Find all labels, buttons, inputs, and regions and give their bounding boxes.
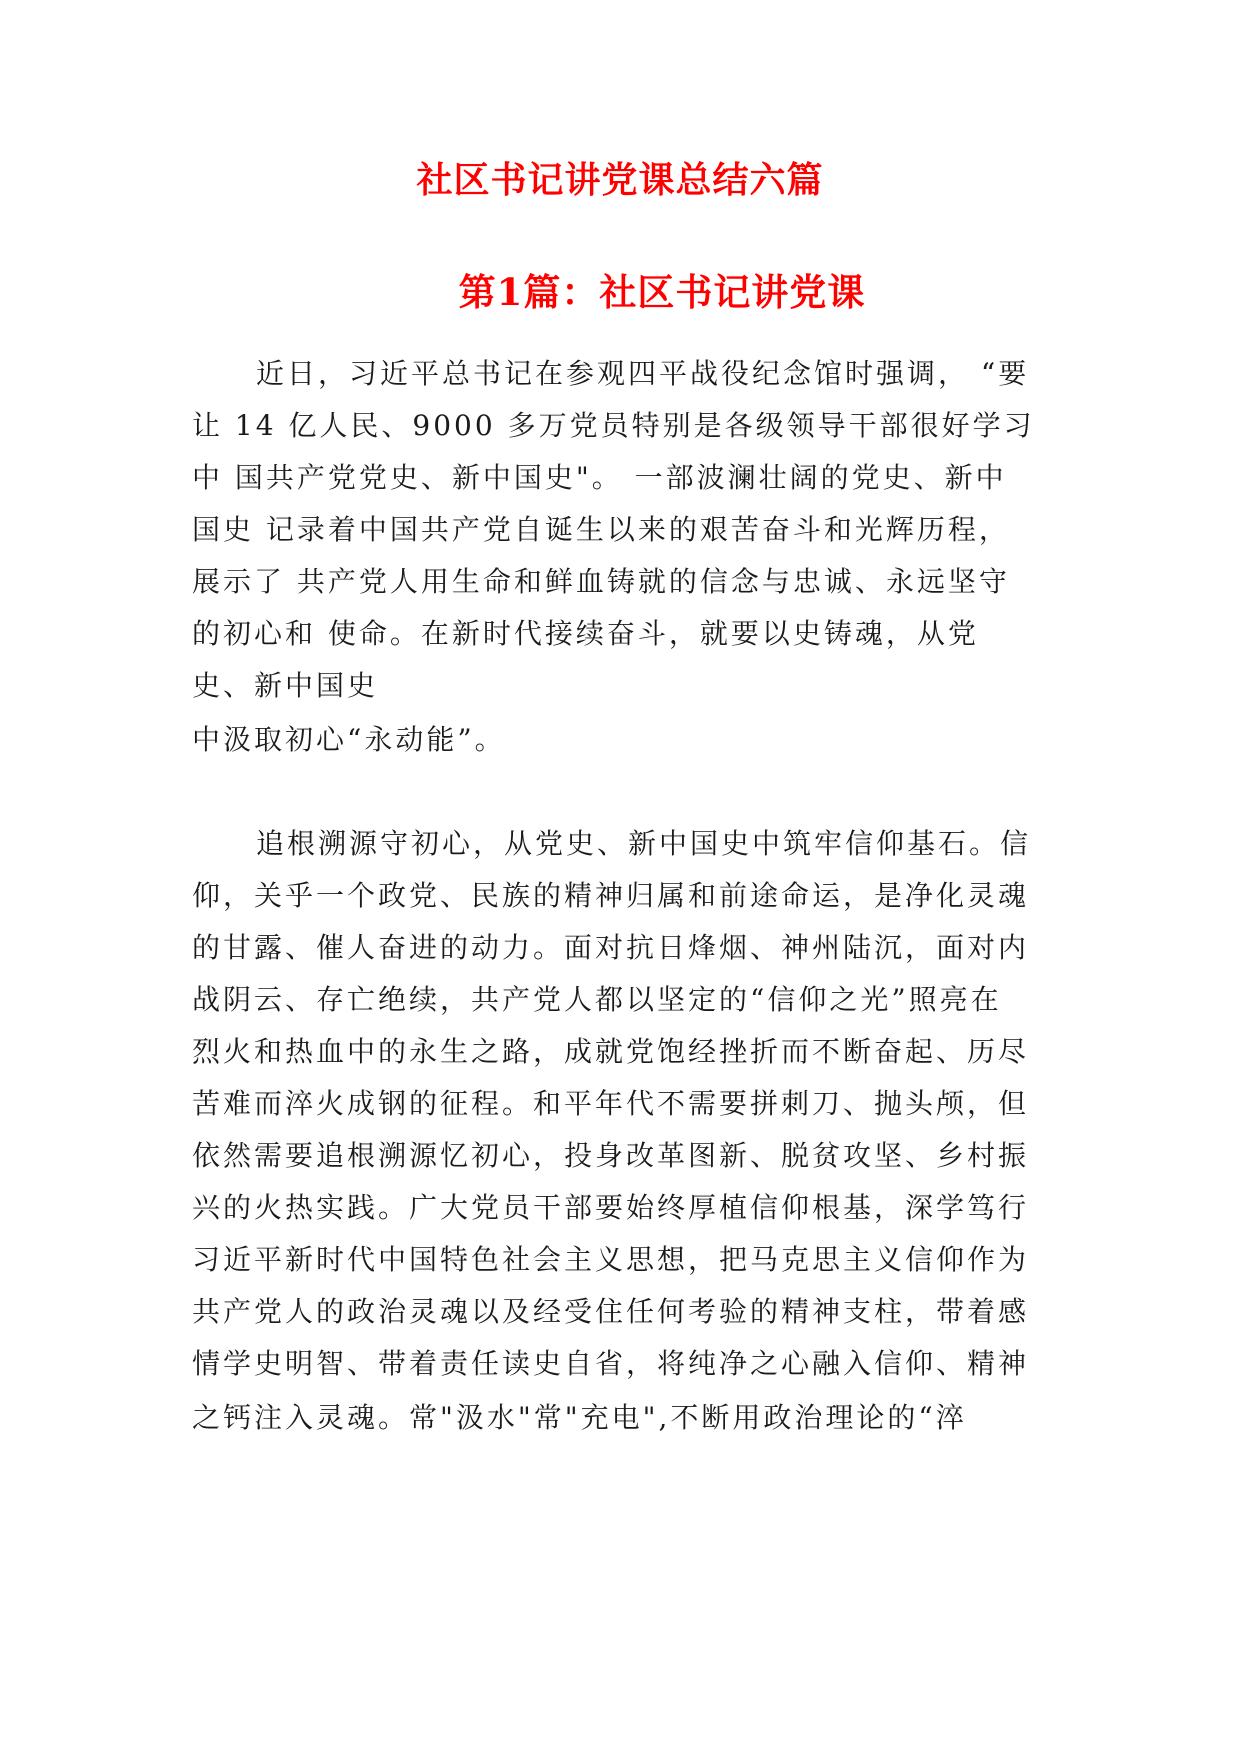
paragraph-line: 中汲取初心“永动能”。 [192,723,506,756]
paragraph-line: 共产党人的政治灵魂以及经受住任何考验的精神支柱，带着感 [192,1295,1030,1328]
document-title: 社区书记讲党课总结六篇 [416,159,824,201]
paragraph-line: 国史 记录着中国共产党自诞生以来的艰苦奋斗和光辉历程， [192,513,1010,546]
paragraph-line: 中 国共产党党史、新中国史"。 一部波澜壮阔的党史、新中 [192,461,1007,494]
paragraph-line: 展示了 共产党人用生命和鲜血铸就的信念与忠诚、永远坚守 [192,565,1010,598]
section-title: 第1篇：社区书记讲党课 [458,270,866,314]
paragraph-line: 追根溯源守初心，从党史、新中国史中筑牢信仰基石。信 [256,827,1032,860]
paragraph-line: 兴的火热实践。广大党员干部要始终厚植信仰根基，深学笃行 [192,1191,1030,1224]
paragraph-line: 战阴云、存亡绝续，共产党人都以坚定的“信仰之光”照亮在 [192,983,1002,1016]
paragraph-line: 烈火和热血中的永生之路，成就党饱经挫折而不断奋起、历尽 [192,1035,1030,1068]
paragraph-line: 情学史明智、带着责任读史自省，将纯净之心融入信仰、精神 [192,1347,1030,1380]
paragraph-line: 的初心和 使命。在新时代接续奋斗，就要以史铸魂，从党 [192,617,979,650]
paragraph-line: 史、新中国史 [192,669,379,702]
paragraph-line: 习近平新时代中国特色社会主义思想，把马克思主义信仰作为 [192,1243,1030,1276]
paragraph-line: 苦难而淬火成钢的征程。和平年代不需要拼刺刀、抛头颅，但 [192,1087,1030,1120]
paragraph-line: 近日，习近平总书记在参观四平战役纪念馆时强调， “要 [256,357,1030,390]
paragraph-line: 依然需要追根溯源忆初心，投身改革图新、脱贫攻坚、乡村振 [192,1139,1030,1172]
paragraph-line: 之钙注入灵魂。常"汲水"常"充电",不断用政治理论的“淬 [192,1401,967,1434]
paragraph-line: 让 14 亿人民、9000 多万党员特别是各级领导干部很好学习 [192,409,1035,442]
paragraph-line: 的甘露、催人奋进的动力。面对抗日烽烟、神州陆沉，面对内 [192,931,1030,964]
paragraph-line: 仰，关乎一个政党、民族的精神归属和前途命运，是净化灵魂 [192,879,1030,912]
